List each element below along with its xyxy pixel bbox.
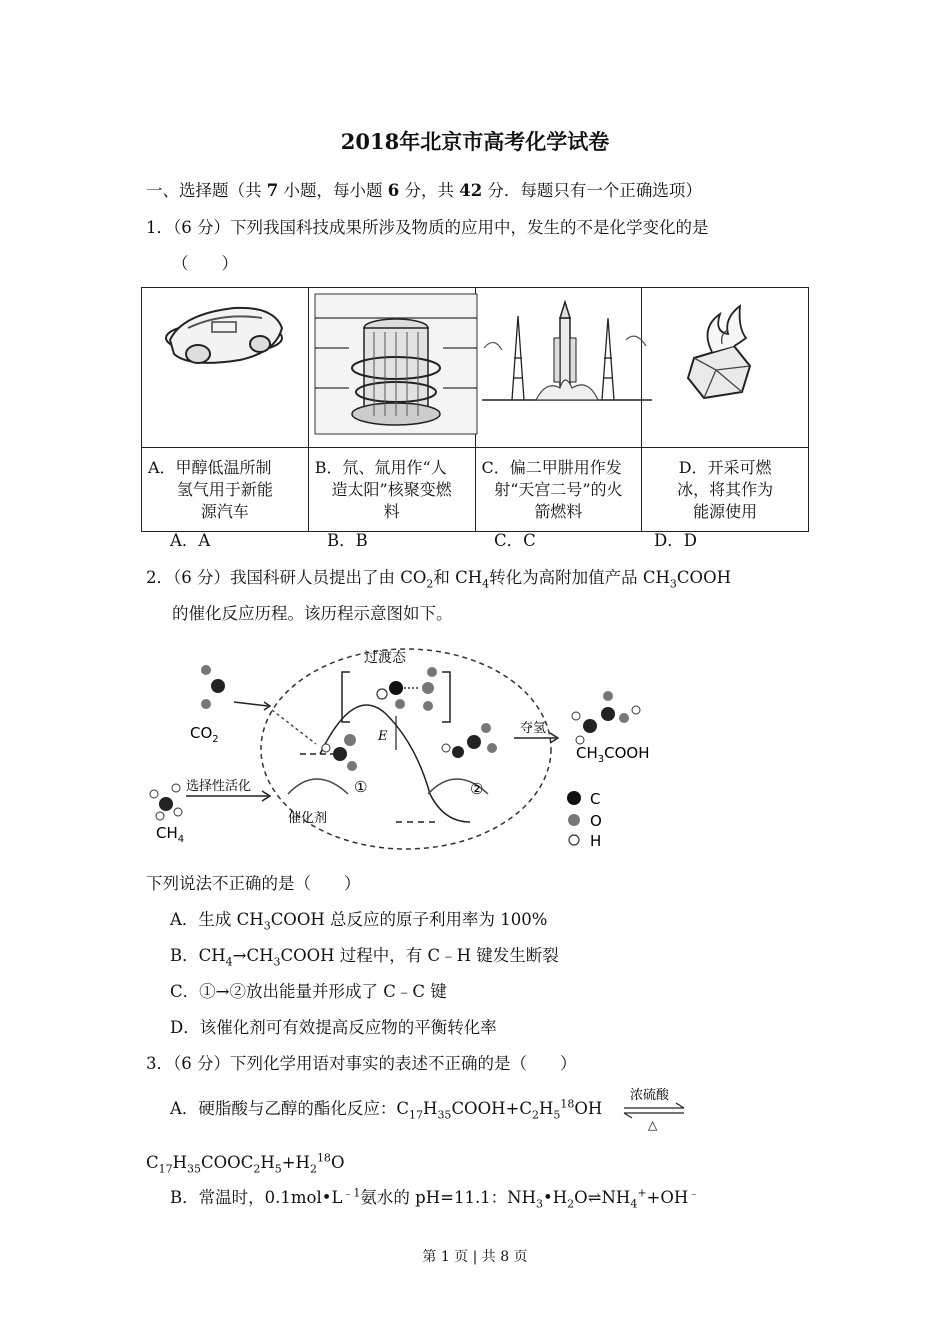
atom-o xyxy=(347,761,357,771)
atom-o xyxy=(487,743,497,753)
product-text: H xyxy=(172,1153,188,1172)
reversible-arrow xyxy=(620,1084,690,1132)
product-text: +H xyxy=(281,1153,310,1172)
cell-text: 冰，将其作为 xyxy=(677,479,774,499)
activation-energy-label: E xyxy=(378,729,388,744)
option-text: B．常温时，0.1mol•L xyxy=(170,1188,343,1207)
legend-hydrogen-swatch xyxy=(569,835,579,845)
q1-option-b[interactable]: B．B xyxy=(327,531,368,550)
state-1-label: ① xyxy=(354,778,368,796)
atom-c xyxy=(211,679,225,693)
cell-text: 箭燃料 xyxy=(534,501,583,521)
page-footer: 第 1 页 | 共 8 页 xyxy=(422,1249,528,1265)
atom-o xyxy=(422,682,434,694)
q3-stem: 3．（6 分）下列化学用语对事实的表述不正确的是（ ） xyxy=(146,1054,577,1073)
atom-h xyxy=(150,790,158,798)
atom-h xyxy=(572,712,580,720)
q1-cell-b xyxy=(308,448,475,532)
product-text: O xyxy=(330,1153,345,1172)
atom-o xyxy=(201,665,211,675)
section-heading xyxy=(146,180,702,202)
option-text: COOH+C xyxy=(451,1099,532,1118)
dehydrogenation-label: 夺氢 xyxy=(520,721,547,736)
q1-option-a[interactable]: A．A xyxy=(170,531,211,550)
option-text: 氨水的 pH=11.1：NH xyxy=(360,1188,537,1207)
option-text: A．硬脂酸与乙醇的酯化反应：C xyxy=(170,1099,410,1118)
atom-c xyxy=(601,707,615,721)
q1-paren: （ ） xyxy=(172,254,238,273)
state-2-label: ② xyxy=(470,780,484,798)
transition-state-label: 过渡态 xyxy=(364,650,406,666)
q1-stem: 1．（6 分）下列我国科技成果所涉及物质的应用中，发生的不是化学变化的是 xyxy=(146,218,709,237)
legend-oxygen-swatch xyxy=(568,814,580,826)
atom-c xyxy=(159,797,173,811)
ch4-label: $CH_4$ xyxy=(156,824,185,845)
q1-cell-d xyxy=(642,448,809,532)
burning-ice-illustration xyxy=(642,288,792,443)
product-text: COOH xyxy=(604,744,650,762)
atom-o xyxy=(201,699,211,709)
option-text: COOH 总反应的原子利用率为 100% xyxy=(270,910,548,929)
option-text: •H xyxy=(543,1188,568,1207)
atom-h xyxy=(377,689,387,699)
option-text: →CH xyxy=(232,946,274,965)
selective-activation-label: 选择性活化 xyxy=(186,779,252,794)
q2-option-c[interactable]: C．①→②放出能量并形成了 C﹣C 键 xyxy=(170,982,447,1001)
atom-h xyxy=(632,706,640,714)
option-text: H xyxy=(538,1099,554,1118)
q1-image-car xyxy=(142,288,309,448)
atom-c xyxy=(452,746,464,758)
reaction-mechanism-diagram xyxy=(140,644,680,859)
heat-symbol: △ xyxy=(648,1118,658,1132)
points-total: 42 xyxy=(459,181,483,200)
atom-h xyxy=(156,812,164,820)
atom-o xyxy=(427,667,437,677)
atom-h xyxy=(172,784,180,792)
bracket-right xyxy=(442,672,450,722)
atom-o xyxy=(603,691,613,701)
atom-c xyxy=(333,747,347,761)
q2-stem: 2．（6 分）我国科研人员提出了由 $CO_2$和 $CH_4$转化为高附加值产品 $CH_3COOH$ xyxy=(146,568,731,591)
q1-image-ice xyxy=(642,288,809,448)
section-heading-text: 小题，每小题 xyxy=(278,181,388,200)
page-title: 2018年北京市高考化学试卷 xyxy=(340,129,610,154)
atom-o xyxy=(481,723,491,733)
section-heading-text: 分．每题只有一个正确选项） xyxy=(482,181,702,200)
atom-o xyxy=(423,701,433,711)
cell-text: A．甲醇低温所制 xyxy=(148,457,272,477)
rocket-launch-illustration xyxy=(476,288,658,443)
option-text: O⇌NH xyxy=(574,1188,631,1207)
legend-carbon-label: C xyxy=(590,790,601,808)
section-heading-text: 分，共 xyxy=(399,181,460,200)
q2-stem-line2: 的催化反应历程。该历程示意图如下。 xyxy=(172,604,453,623)
q1-cell-a xyxy=(142,448,309,532)
arrow-head xyxy=(624,1113,632,1118)
option-text: COOH 过程中，有 C﹣H 键发生断裂 xyxy=(280,946,559,965)
atom-o xyxy=(619,713,629,723)
atom-c xyxy=(389,681,403,695)
q3-option-b[interactable]: B．常温时，$0.1mol•L^{﹣1}$氨水的 pH=11.1：$NH_3•H_2O\rightleftharpoons NH_4^++OH^﹣$ xyxy=(170,1186,700,1211)
co2-adsorb-path xyxy=(272,710,316,744)
option-text: A．生成 CH xyxy=(170,910,264,929)
cell-text: B．氘、氚用作“人 xyxy=(314,457,447,477)
q2-question: 下列说法不正确的是（ ） xyxy=(146,874,361,893)
atom-c xyxy=(467,735,481,749)
q2-option-b[interactable]: B．$CH_4\to CH_3COOH$ 过程中，有 C﹣H 键发生断裂 xyxy=(170,946,559,969)
catalyst-text: 浓硫酸 xyxy=(630,1088,670,1103)
cell-text: 射“天宫二号”的火 xyxy=(494,479,623,499)
legend-carbon-swatch xyxy=(567,791,581,805)
cell-text: C．偏二甲肼用作发 xyxy=(481,457,622,477)
q1-option-d[interactable]: D．D xyxy=(654,531,697,550)
q2-option-a[interactable]: A．生成 $CH_3COOH$ 总反应的原子利用率为 100% xyxy=(170,910,548,933)
q1-image-fusion xyxy=(308,288,475,448)
atom-o xyxy=(395,699,405,709)
q1-options-table xyxy=(141,287,809,532)
q3-option-a[interactable]: A．硬脂酸与乙醇的酯化反应：$C_{17}H_{35}COOH+C_2H_5^{18}OH$ xyxy=(170,1097,603,1122)
arrow-head xyxy=(676,1103,684,1108)
stem-text: COOH xyxy=(676,568,731,587)
stem-text: 转化为高附加值产品 CH xyxy=(489,568,670,587)
product-label: $CH_3COOH$ xyxy=(576,744,650,765)
ch4-text: CH xyxy=(156,824,178,842)
stem-text: 2．（6 分）我国科研人员提出了由 CO xyxy=(146,568,427,587)
q3-option-a-product: $C_{17}H_{35}COOC_2H_5+H_2^{18}O$ xyxy=(146,1151,345,1176)
option-text: H xyxy=(423,1099,438,1118)
car-illustration xyxy=(142,288,298,443)
option-text: +OH xyxy=(646,1188,689,1207)
product-text: CH xyxy=(576,744,598,762)
option-text: B．CH xyxy=(170,946,226,965)
atom-h xyxy=(442,744,450,752)
question-count: 7 xyxy=(266,181,279,200)
q1-image-rocket xyxy=(475,288,642,448)
cell-text: 氢气用于新能 xyxy=(176,479,273,499)
stem-text: 和 CH xyxy=(433,568,483,587)
cell-text: D．开采可燃 xyxy=(678,457,772,477)
catalyst-label: 催化剂 xyxy=(288,811,328,826)
legend-hydrogen-label: H xyxy=(590,832,602,850)
cell-text: 造太阳”核聚变燃 xyxy=(331,479,452,499)
option-text: OH xyxy=(574,1099,603,1118)
cell-text: 源汽车 xyxy=(200,501,249,521)
atom-h xyxy=(576,736,584,744)
product-text: COOC xyxy=(201,1153,254,1172)
cell-text: 料 xyxy=(383,501,400,521)
q2-option-d[interactable]: D．该催化剂可有效提高反应物的平衡转化率 xyxy=(170,1018,497,1037)
atom-o xyxy=(344,734,356,746)
q1-cell-c xyxy=(475,448,642,532)
points-each: 6 xyxy=(387,181,400,200)
atom-h xyxy=(174,808,182,816)
co2-arrow xyxy=(234,702,268,706)
cell-text: 能源使用 xyxy=(693,501,758,521)
section-heading-text: 一、选择题（共 xyxy=(146,181,267,200)
co2-text: CO xyxy=(190,724,213,742)
atom-c xyxy=(583,719,597,733)
atom-h xyxy=(322,744,330,752)
product-text: H xyxy=(260,1153,275,1172)
co2-label: $CO_2$ xyxy=(190,724,219,745)
legend-oxygen-label: O xyxy=(590,812,602,830)
catalyst-surface-1 xyxy=(288,779,348,794)
product-text: C xyxy=(146,1153,159,1172)
fusion-reactor-illustration xyxy=(309,288,483,443)
q1-option-c[interactable]: C．C xyxy=(494,531,536,550)
